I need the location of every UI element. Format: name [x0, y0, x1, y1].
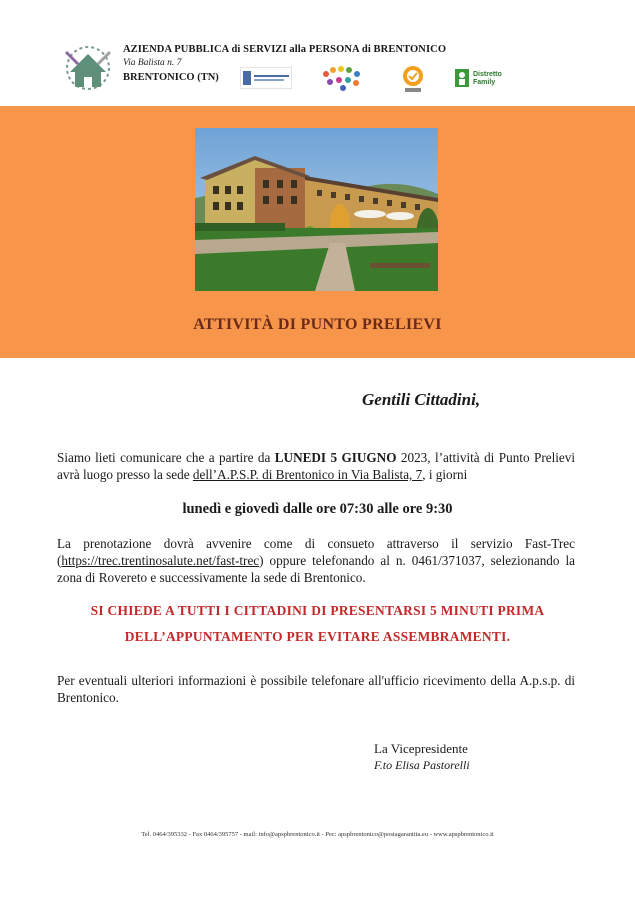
booking-paragraph [57, 535, 575, 586]
intro-paragraph [57, 449, 575, 483]
booking-text-2: ) oppure telefonando al n. 0461/371037, selezionando la zona di Rovereto e successivamente la sede di Brentonico. [57, 553, 575, 585]
distretto-family-label: Distretto Family [473, 71, 502, 86]
intro-text-3: , i giorni [422, 467, 468, 482]
footer-contacts: Tel. 0464/395332 - Fax 0464/395757 - mail: info@apspbrentonico.it - Pec: apspbrentonico@postagarantita.eu - www.apspbrentonico.it [141, 831, 494, 838]
intro-text-1: Siamo lieti comunicare che a partire da [57, 450, 275, 465]
booking-text-1: La prenotazione dovrà avvenire come di consueto attraverso il servizio Fast-Trec ( [57, 536, 575, 568]
signature-name: F.to Elisa Pastorelli [374, 758, 470, 772]
warning-line-2: DELL’APPUNTAMENTO PER EVITARE ASSEMBRAMENTI. [124, 629, 511, 644]
greeting: Gentili Cittadini, [362, 390, 481, 409]
org-city: BRENTONICO (TN) [123, 72, 219, 83]
warning-line-1: SI CHIEDE A TUTTI I CITTADINI DI PRESENTARSI 5 MINUTI PRIMA [90, 603, 545, 618]
dots-circle-logo [318, 64, 368, 94]
info-paragraph: Per eventuali ulteriori informazioni è possibile telefonare all'ufficio ricevimento della A.p.s.p. di Brentonico. [57, 673, 575, 705]
signature-role: La Vicepresidente [374, 741, 468, 756]
intro-text-2: 2023, l’attività di Punto Prelievi avrà luogo presso la sede [57, 450, 576, 482]
page-title: ATTIVITÀ DI PUNTO PRELIEVI [193, 316, 442, 333]
intro-date: LUNEDI 5 GIUGNO [274, 450, 397, 465]
fast-trec-link[interactable]: https://trec.trentinosalute.net/fast-trec [61, 553, 260, 568]
distretto-family-logo [455, 67, 509, 91]
building-photo [195, 128, 438, 291]
org-address: Via Balista n. 7 [123, 58, 182, 68]
apsp-house-logo [60, 42, 116, 92]
qualita-benessere-logo [240, 67, 292, 89]
sgs-certification-logo [396, 64, 430, 94]
schedule-line: lunedì e giovedì dalle ore 07:30 alle ore 9:30 [182, 501, 453, 517]
org-name: AZIENDA PUBBLICA di SERVIZI alla PERSONA di BRENTONICO [123, 44, 447, 55]
intro-location: dell’A.P.S.P. di Brentonico in Via Balista, 7 [192, 467, 423, 482]
